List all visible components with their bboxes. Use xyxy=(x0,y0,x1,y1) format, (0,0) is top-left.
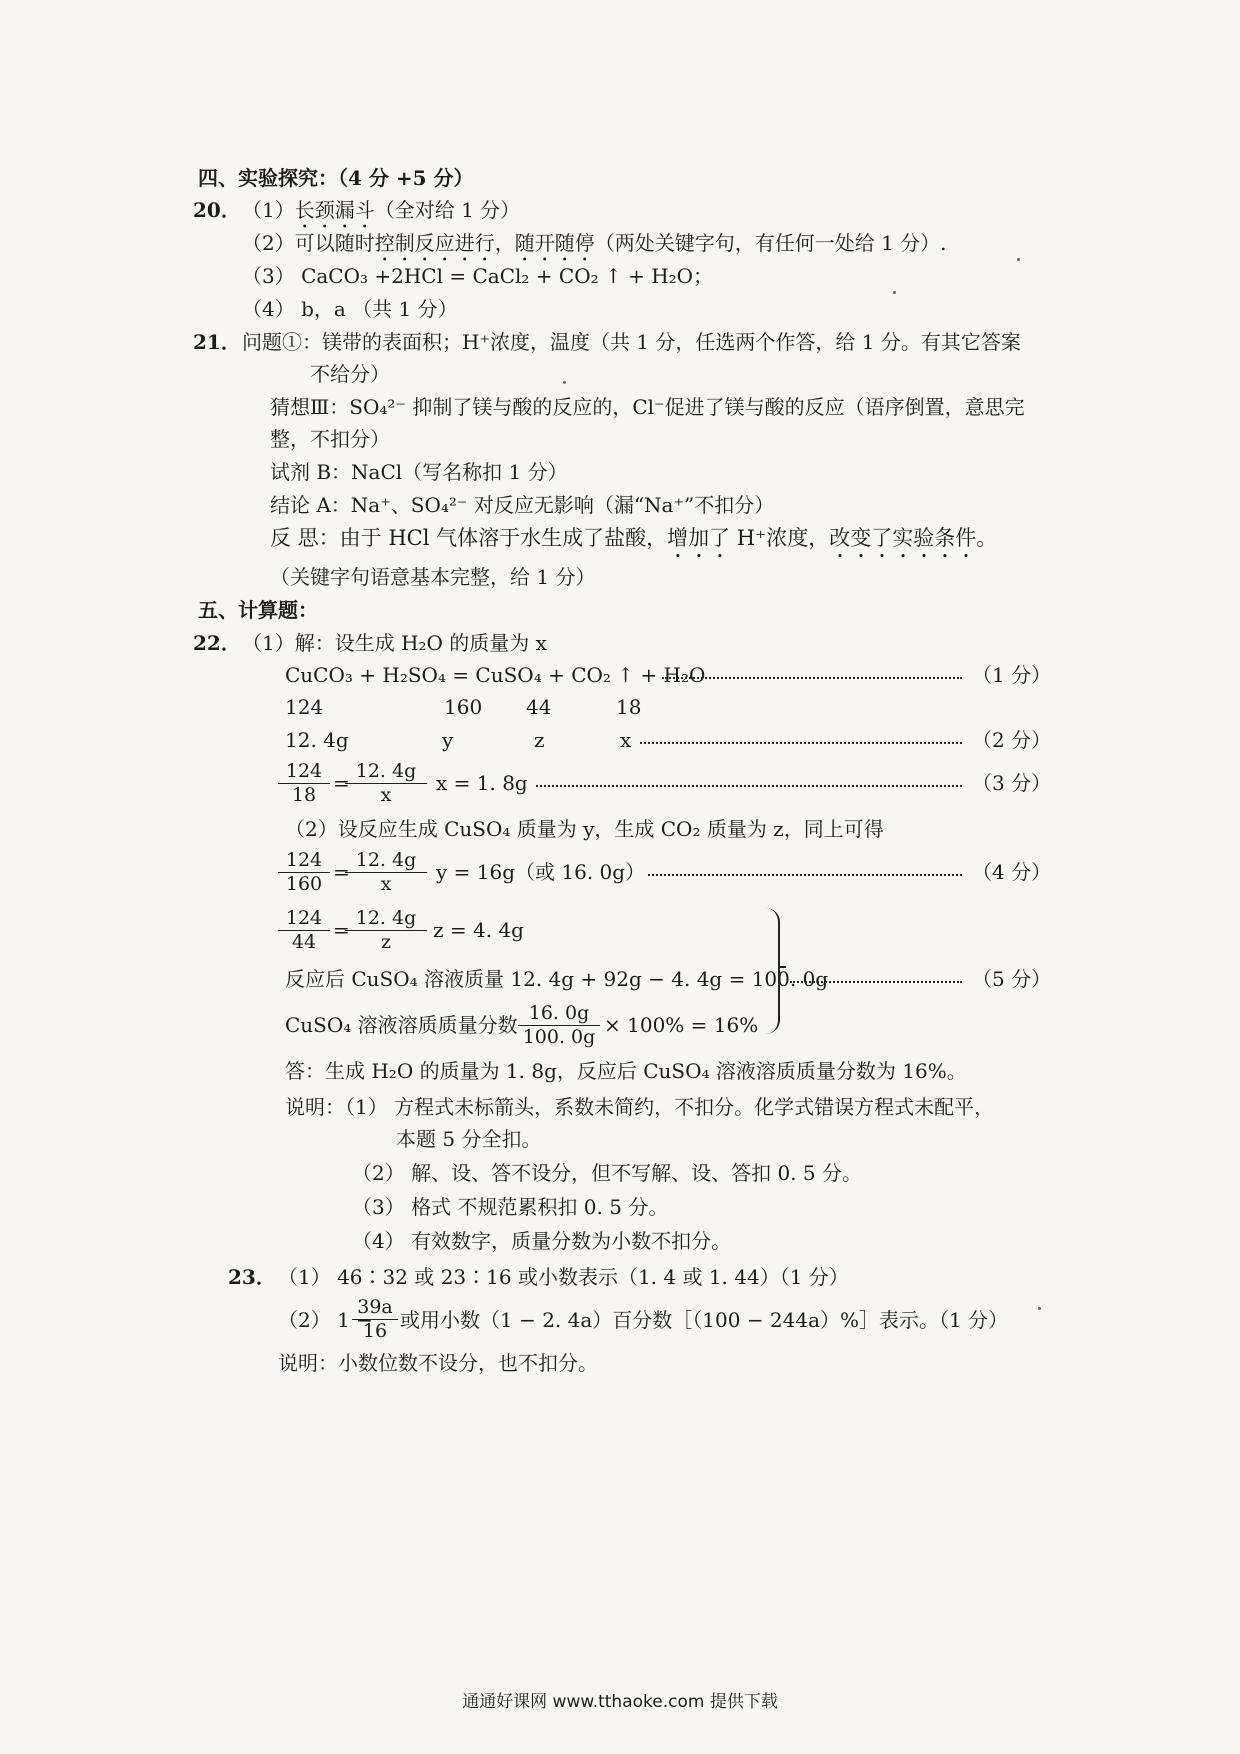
q22-leader-4 xyxy=(648,874,962,876)
q22-molar-mass-2: 160 xyxy=(444,695,483,719)
q23-note: 说明：小数位数不设分，也不扣分。 xyxy=(278,1351,598,1375)
section-5-heading: 五、计算题： xyxy=(198,598,318,622)
q21-refl-mid: H⁺浓度， xyxy=(730,526,830,550)
q22-leader-3 xyxy=(536,785,962,787)
q22-amount-1: 12. 4g xyxy=(285,728,349,752)
q22-f7-den: 100. 0g xyxy=(522,1026,596,1048)
q22-note-3: （3） 格式 不规范累积扣 0. 5 分。 xyxy=(352,1195,669,1219)
q22-answer: 答：生成 H₂O 的质量为 1. 8g，反应后 CuSO₄ 溶液溶质质量分数为 16%。 xyxy=(285,1059,967,1083)
q22-amount-2: y xyxy=(442,728,454,752)
q20-number: 20． xyxy=(193,198,241,222)
q22-note-2: （2） 解、设、答不设分，但不写解、设、答扣 0. 5 分。 xyxy=(352,1161,862,1185)
q22-molar-mass-4: 18 xyxy=(616,695,642,719)
q22-equals-3: = xyxy=(333,918,350,942)
q20-l2-prefix: （2）可以随时 xyxy=(242,231,375,255)
q22-fraction-3 xyxy=(278,849,330,895)
q22-f2-den: x xyxy=(380,784,392,806)
q20-l1-prefix: （1） xyxy=(242,198,295,222)
q22-fraction-4 xyxy=(345,849,427,895)
q22-f3-num: 124 xyxy=(278,849,330,873)
q22-number: 22． xyxy=(193,631,241,655)
q23-number: 23． xyxy=(228,1265,276,1289)
q22-f4-num: 12. 4g xyxy=(345,849,427,873)
q21-conclusion: 结论 A：Na⁺、SO₄²⁻ 对反应无影响（漏“Na⁺”不扣分） xyxy=(270,493,775,517)
q22-score-5: （5 分） xyxy=(972,967,1052,991)
q22-fraction-7 xyxy=(518,1002,600,1048)
q23-part-1: （1） 46∶32 或 23∶16 或小数表示（1. 4 或 1. 44）（1 分） xyxy=(278,1265,849,1289)
q22-result-x: x = 1. 8g xyxy=(436,771,528,795)
scan-speck xyxy=(563,381,566,384)
q22-equals-2: = xyxy=(333,860,350,884)
q22-note-1: 说明：（1） 方程式未标箭头，系数未简约，不扣分。化学式错误方程式未配平， xyxy=(285,1095,995,1119)
q21-problem-cont: 不给分） xyxy=(310,362,390,386)
q21-reflection xyxy=(270,525,997,563)
q22-f5-num: 124 xyxy=(278,907,330,931)
q20-line-2 xyxy=(242,230,947,266)
q22-score-3: （3 分） xyxy=(972,771,1052,795)
q22-solution-mass: 反应后 CuSO₄ 溶液质量 12. 4g + 92g − 4. 4g = 100. 0g xyxy=(285,967,829,991)
q22-setup: （1）解：设生成 H₂O 的质量为 x xyxy=(242,631,547,655)
q22-leader-1 xyxy=(662,677,962,679)
q22-amount-4: x xyxy=(620,728,632,752)
q22-molar-mass-1: 124 xyxy=(285,695,324,719)
q22-f4-den: x xyxy=(380,873,392,895)
q21-refl-keyword-1: 增加了 xyxy=(667,526,731,550)
q21-problem: 问题①：镁带的表面积；H⁺浓度，温度（共 1 分，任选两个作答，给 1 分。有其它答案 xyxy=(242,330,1021,354)
q22-note-4: （4） 有效数字，质量分数为小数不扣分。 xyxy=(352,1229,732,1253)
q21-refl-end: 。 xyxy=(976,526,998,550)
q22-note-1-cont: 本题 5 分全扣。 xyxy=(396,1127,542,1151)
q22-mass-fraction-result: × 100% = 16% xyxy=(604,1013,759,1037)
q22-f5-den: 44 xyxy=(291,931,317,953)
q22-fraction-5 xyxy=(278,907,330,953)
q23-f-den: 16 xyxy=(362,1320,388,1342)
q22-f3-den: 160 xyxy=(285,873,323,895)
q22-f1-den: 18 xyxy=(291,784,317,806)
section-4-heading: 四、实验探究：（4 分 +5 分） xyxy=(198,166,474,190)
q20-line-3: （3） CaCO₃ +2HCl = CaCl₂ + CO₂ ↑ + H₂O； xyxy=(242,264,714,288)
q23-part-2: 或用小数（1 − 2. 4a）百分数［（100 − 244a）%］表示。（1 分） xyxy=(400,1308,1009,1332)
q22-score-2: （2 分） xyxy=(972,728,1052,752)
q22-fraction-6 xyxy=(345,907,427,953)
q22-mass-fraction-label: CuSO₄ 溶液溶质质量分数 xyxy=(285,1013,518,1037)
q22-bracket xyxy=(760,908,780,1034)
q22-result-z: z = 4. 4g xyxy=(433,918,524,942)
q20-line-1 xyxy=(242,197,520,233)
q20-l2-keyword-1: 控制反应进行 xyxy=(374,231,495,255)
scan-speck xyxy=(893,291,896,294)
q22-f1-num: 124 xyxy=(278,760,330,784)
q21-hypothesis: 猜想Ⅲ：SO₄²⁻ 抑制了镁与酸的反应的，Cl⁻促进了镁与酸的反应（语序倒置，意思完 xyxy=(270,395,1025,419)
q20-l2-mid: ， xyxy=(494,231,515,255)
q23-part-2-prefix: （2） 1 − xyxy=(278,1308,373,1332)
q22-f6-den: z xyxy=(380,931,391,953)
q20-l1-keyword: 长颈漏斗 xyxy=(294,198,375,222)
q22-part-2: （2）设反应生成 CuSO₄ 质量为 y，生成 CO₂ 质量为 z，同上可得 xyxy=(285,817,884,841)
q22-score-1: （1 分） xyxy=(972,663,1052,687)
q21-reagent: 试剂 B：NaCl（写名称扣 1 分） xyxy=(270,460,568,484)
scan-speck xyxy=(1038,1307,1041,1310)
q22-equation: CuCO₃ + H₂SO₄ = CuSO₄ + CO₂ ↑ + H₂O xyxy=(285,663,706,687)
q22-molar-mass-3: 44 xyxy=(526,695,552,719)
q21-number: 21． xyxy=(193,330,241,354)
q23-f-num: 39a xyxy=(352,1296,398,1320)
q21-refl-prefix: 反 思：由于 HCl 气体溶于水生成了盐酸， xyxy=(270,526,668,550)
q23-fraction xyxy=(352,1296,398,1342)
q21-refl-keyword-2: 改变了实验条件 xyxy=(829,526,977,550)
q20-l2-suffix: （两处关键字句，有任何一处给 1 分）. xyxy=(594,231,947,255)
q22-f2-num: 12. 4g xyxy=(345,760,427,784)
q22-equals-1: = xyxy=(333,771,350,795)
q22-fraction-1 xyxy=(278,760,330,806)
q21-reflection-note: （关键字句语意基本完整，给 1 分） xyxy=(270,565,596,589)
scan-speck xyxy=(1017,258,1020,261)
q21-hypothesis-cont: 整，不扣分） xyxy=(270,427,390,451)
q22-f7-num: 16. 0g xyxy=(518,1002,600,1026)
q22-leader-2 xyxy=(640,742,962,744)
q20-l2-keyword-2: 随开随停 xyxy=(514,231,595,255)
site-footer: 通通好课网 www.tthaoke.com 提供下载 xyxy=(462,1692,778,1712)
q20-line-4: （4） b，a （共 1 分） xyxy=(242,297,458,321)
q22-result-y: y = 16g（或 16. 0g） xyxy=(436,860,646,884)
q20-l1-suffix: （全对给 1 分） xyxy=(374,198,521,222)
q22-f6-num: 12. 4g xyxy=(345,907,427,931)
q22-fraction-2 xyxy=(345,760,427,806)
q22-amount-3: z xyxy=(534,728,545,752)
q22-leader-5 xyxy=(790,981,962,983)
q22-score-4: （4 分） xyxy=(972,860,1052,884)
